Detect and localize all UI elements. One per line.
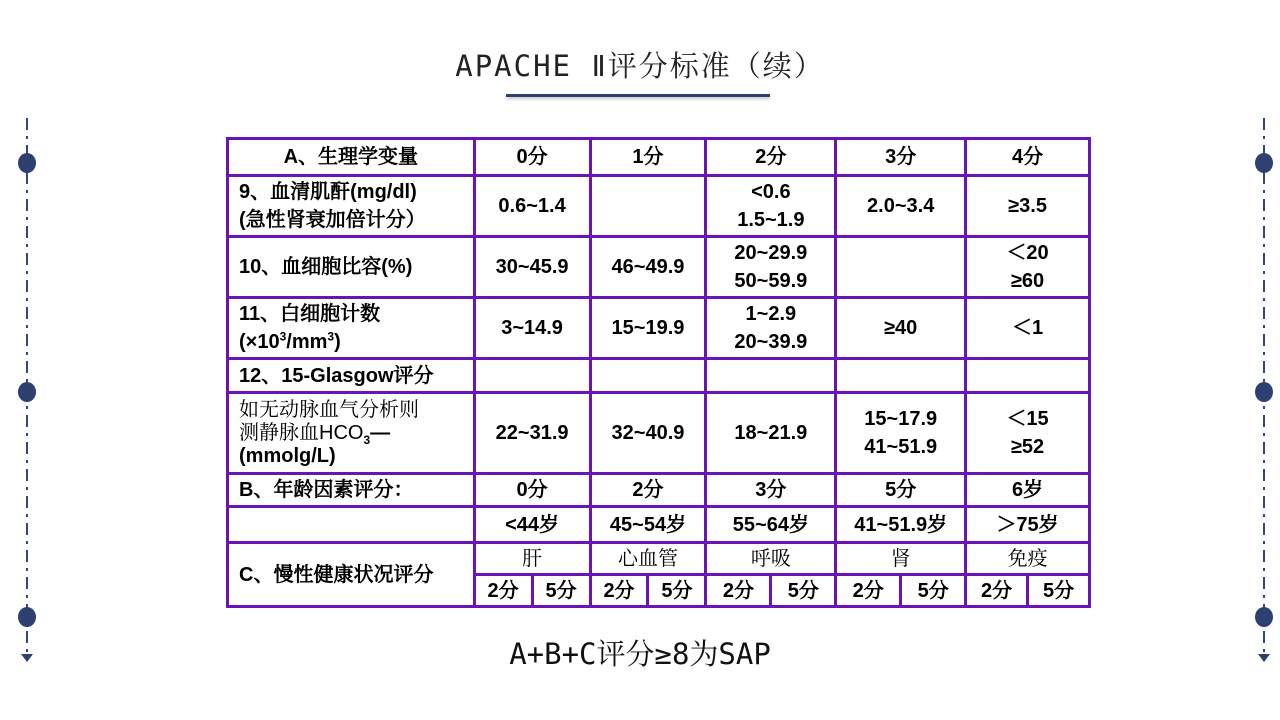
value-line: 1.5~1.9 — [737, 209, 805, 231]
score-cell: 46~49.9 — [590, 237, 706, 298]
score-cell — [836, 393, 966, 474]
points-cell: 2分 — [590, 575, 648, 607]
age-range: 41~51.9岁 — [836, 507, 966, 543]
score-cell — [706, 359, 836, 393]
value-line: 1~2.9 — [745, 303, 797, 325]
header-cell: 4分 — [966, 139, 1090, 176]
score-cell — [836, 359, 966, 393]
age-score: 5分 — [836, 474, 966, 507]
header-cell: 2分 — [706, 139, 836, 176]
age-score: 3分 — [706, 474, 836, 507]
row-label: 10、血细胞比容(%) — [228, 237, 475, 298]
age-range: 55~64岁 — [706, 507, 836, 543]
organ-cell: 肝 — [474, 543, 590, 575]
value-line: ≥52 — [1010, 436, 1045, 458]
empty-cell — [228, 507, 475, 543]
table-header-row — [228, 139, 1090, 176]
age-label: B、年龄因素评分： — [228, 474, 475, 507]
value-line: 41~51.9 — [864, 436, 938, 458]
points-cell: 2分 — [474, 575, 532, 607]
table-row — [228, 393, 1090, 474]
header-cell: A、生理学变量 — [228, 139, 475, 176]
score-cell — [966, 237, 1090, 298]
row-label — [228, 298, 475, 359]
right-decoration — [1262, 118, 1266, 666]
row-label: 12、15-Glasgow评分 — [228, 359, 475, 393]
label-text: ) — [334, 331, 341, 353]
dot-icon — [1255, 153, 1273, 173]
row-label — [228, 176, 475, 237]
label-line: (急性肾衰加倍计分） — [239, 209, 426, 231]
score-cell: 18~21.9 — [706, 393, 836, 474]
score-cell — [706, 176, 836, 237]
score-cell — [706, 298, 836, 359]
label-text: /mm — [286, 331, 328, 353]
label-text: 测静脉血HCO — [239, 421, 364, 444]
organ-cell: 心血管 — [590, 543, 706, 575]
table-row — [228, 298, 1090, 359]
chronic-organ-row — [228, 543, 1090, 575]
score-cell: 0.6~1.4 — [474, 176, 590, 237]
dot-icon — [18, 153, 36, 173]
dot-icon — [18, 607, 36, 627]
header-cell: 1分 — [590, 139, 706, 176]
value-line: ＜15 — [1006, 408, 1049, 430]
score-cell: 22~31.9 — [474, 393, 590, 474]
points-cell: 5分 — [1028, 575, 1090, 607]
score-cell: 15~19.9 — [590, 298, 706, 359]
organ-cell: 免疫 — [966, 543, 1090, 575]
label-line: 9、血清肌酐(mg/dl) — [239, 181, 417, 203]
label-line: 如无动脉血气分析则 — [239, 398, 419, 421]
header-cell: 3分 — [836, 139, 966, 176]
label-text: (×10 — [239, 331, 280, 353]
table-row — [228, 359, 1090, 393]
age-range: <44岁 — [474, 507, 590, 543]
age-score-row — [228, 474, 1090, 507]
points-cell: 2分 — [836, 575, 901, 607]
table-row — [228, 237, 1090, 298]
age-score: 2分 — [590, 474, 706, 507]
label-line — [239, 328, 469, 356]
points-cell: 5分 — [532, 575, 590, 607]
points-cell: 5分 — [901, 575, 966, 607]
points-cell: 5分 — [771, 575, 836, 607]
chronic-label: C、慢性健康状况评分 — [228, 543, 475, 607]
score-cell: 32~40.9 — [590, 393, 706, 474]
superscript: 3 — [279, 329, 287, 344]
value-line: <0.6 — [751, 181, 791, 203]
row-label — [228, 393, 475, 474]
score-cell — [966, 359, 1090, 393]
age-range: 45~54岁 — [590, 507, 706, 543]
superscript: 3 — [327, 329, 335, 344]
score-cell — [836, 237, 966, 298]
age-range-row — [228, 507, 1090, 543]
score-cell — [590, 176, 706, 237]
score-cell: 30~45.9 — [474, 237, 590, 298]
points-cell: 2分 — [706, 575, 771, 607]
page-title: APACHE Ⅱ评分标准（续） — [455, 49, 825, 83]
value-line: 20~39.9 — [734, 331, 808, 353]
label-line — [239, 422, 469, 445]
score-cell: 2.0~3.4 — [836, 176, 966, 237]
value-line: 50~59.9 — [734, 270, 808, 292]
organ-cell: 呼吸 — [706, 543, 836, 575]
age-range: ＞75岁 — [966, 507, 1090, 543]
score-cell — [474, 359, 590, 393]
footer-formula: A+B+C评分≥8为SAP — [509, 637, 771, 671]
score-cell: ＜1 — [966, 298, 1090, 359]
title-underline — [506, 94, 770, 97]
score-cell — [966, 393, 1090, 474]
label-text: — — [370, 421, 391, 444]
dot-icon — [1255, 607, 1273, 627]
score-cell: ≥3.5 — [966, 176, 1090, 237]
age-score: 6岁 — [966, 474, 1090, 507]
points-cell: 2分 — [966, 575, 1028, 607]
score-cell: ≥40 — [836, 298, 966, 359]
value-line: ＜20 — [1006, 242, 1049, 264]
label-line: (mmolg/L) — [239, 444, 336, 467]
dot-icon — [18, 382, 36, 402]
score-cell: 3~14.9 — [474, 298, 590, 359]
value-line: ≥60 — [1010, 270, 1045, 292]
score-cell — [590, 359, 706, 393]
age-score: 0分 — [474, 474, 590, 507]
subscript: 3 — [363, 432, 371, 447]
value-line: 20~29.9 — [734, 242, 808, 264]
header-cell: 0分 — [474, 139, 590, 176]
table-row — [228, 176, 1090, 237]
value-line: 15~17.9 — [864, 408, 938, 430]
score-cell — [706, 237, 836, 298]
dot-icon — [1255, 382, 1273, 402]
left-decoration — [25, 118, 29, 666]
organ-cell: 肾 — [836, 543, 966, 575]
points-cell: 5分 — [648, 575, 706, 607]
label-line: 11、白细胞计数 — [239, 303, 381, 325]
apache-score-table — [226, 137, 1091, 608]
